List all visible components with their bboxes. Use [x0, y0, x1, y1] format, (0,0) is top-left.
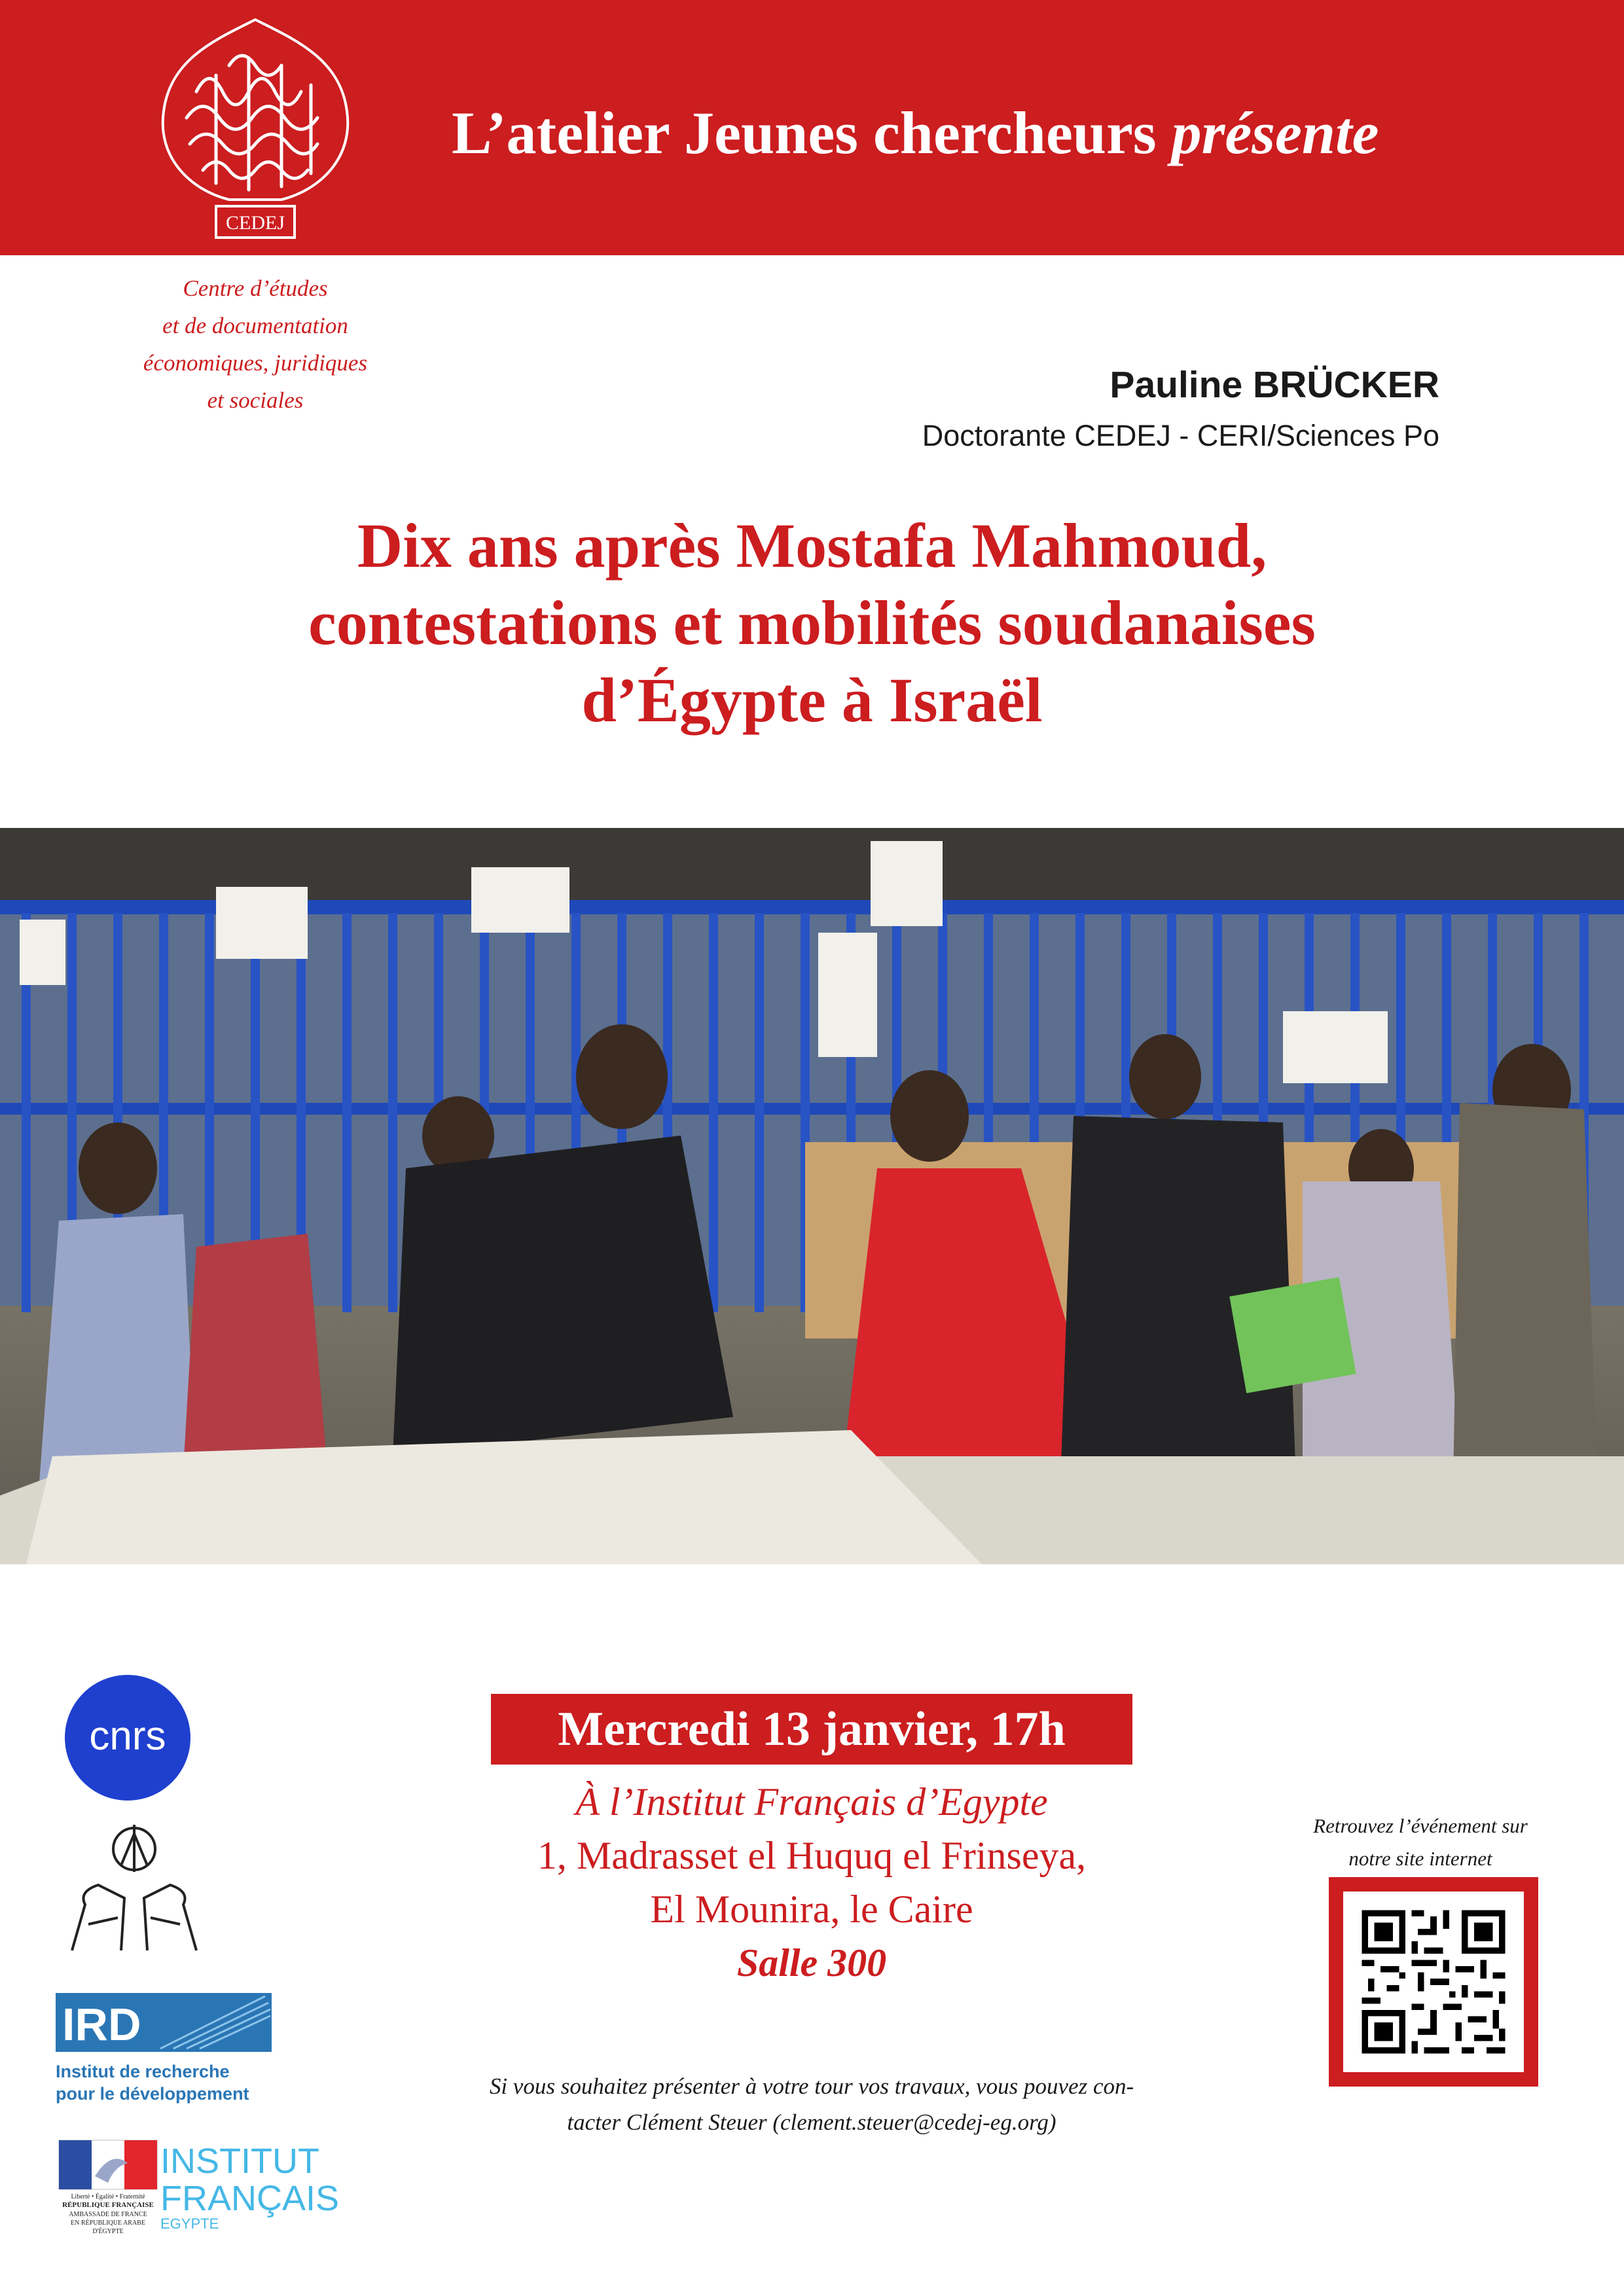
qr-code-inner [1343, 1892, 1524, 2072]
photo-scene [0, 828, 1624, 1564]
ird-logo [56, 1986, 272, 2058]
rf-text: RÉPUBLIQUE FRANÇAISE [62, 2201, 154, 2209]
contact-line: Si vous souhaitez présenter à votre tour vos travaux, vous pouvez con- [489, 2073, 1134, 2099]
series-title-main: L’atelier Jeunes chercheurs [452, 99, 1172, 166]
venue-address-line: 1, Madrasset el Huquq el Frinseya, [537, 1834, 1087, 1877]
qr-caption [1244, 1810, 1597, 1875]
if-country: EGYPTE [160, 2215, 219, 2232]
event-date: Mercredi 13 janvier, 17h [491, 1694, 1132, 1765]
talk-title-line: Dix ans après Mostafa Mahmoud, [357, 511, 1267, 581]
talk-title [98, 507, 1526, 739]
ird-caption-line: pour le développement [56, 2084, 249, 2104]
rf-text: AMBASSADE DE FRANCE [69, 2211, 147, 2218]
rf-text: EN RÉPUBLIQUE ARABE [71, 2219, 145, 2227]
cnrs-logo-text: cnrs [89, 1713, 166, 1759]
venue-address-line: El Mounira, le Caire [650, 1888, 973, 1931]
cnrs-logo [62, 1672, 200, 1803]
event-venue-block [393, 1775, 1231, 1990]
qr-caption-line: notre site internet [1348, 1847, 1492, 1870]
if-text: INSTITUT [160, 2142, 319, 2181]
speaker-affiliation: Doctorante CEDEJ - CERI/Sciences Po [922, 419, 1439, 452]
cedej-logo [151, 13, 360, 242]
institut-francais-logo [56, 2137, 344, 2242]
venue-room: Salle 300 [736, 1941, 887, 1984]
event-photo [0, 828, 1624, 1564]
ifao-logo [59, 1820, 209, 1957]
ird-caption-line: Institut de recherche [56, 2062, 230, 2081]
speaker-name: Pauline BRÜCKER [1110, 364, 1439, 406]
talk-title-line: contestations et mobilités soudanaises [308, 588, 1316, 658]
contact-line: tacter Clément Steuer (clement.steuer@cedej-eg.org) [567, 2109, 1056, 2135]
rf-text: D'ÉGYPTE [92, 2228, 124, 2235]
series-title [452, 98, 1564, 168]
cedej-caption-line: et de documentation [162, 313, 348, 338]
cedej-caption-line: Centre d’études [183, 276, 328, 301]
cedej-logo-label: CEDEJ [226, 212, 285, 234]
talk-title-line: d’Égypte à Israël [581, 665, 1043, 735]
cedej-caption-line: économiques, juridiques [143, 350, 368, 376]
cedej-caption-line: et sociales [207, 387, 304, 413]
qr-caption-line: Retrouvez l’événement sur [1313, 1814, 1528, 1837]
qr-code[interactable] [1329, 1877, 1538, 2087]
ird-caption [56, 2060, 249, 2105]
contact-note [406, 2068, 1218, 2140]
rf-text: Liberté • Égalité • Fraternité [71, 2193, 145, 2200]
if-text: FRANÇAIS [160, 2179, 340, 2218]
series-title-italic: présente [1171, 99, 1379, 166]
qr-pattern [1343, 1892, 1524, 2072]
cedej-caption [98, 270, 412, 419]
ird-logo-text: IRD [62, 1999, 141, 2050]
venue-name: À l’Institut Français d’Egypte [575, 1780, 1048, 1823]
